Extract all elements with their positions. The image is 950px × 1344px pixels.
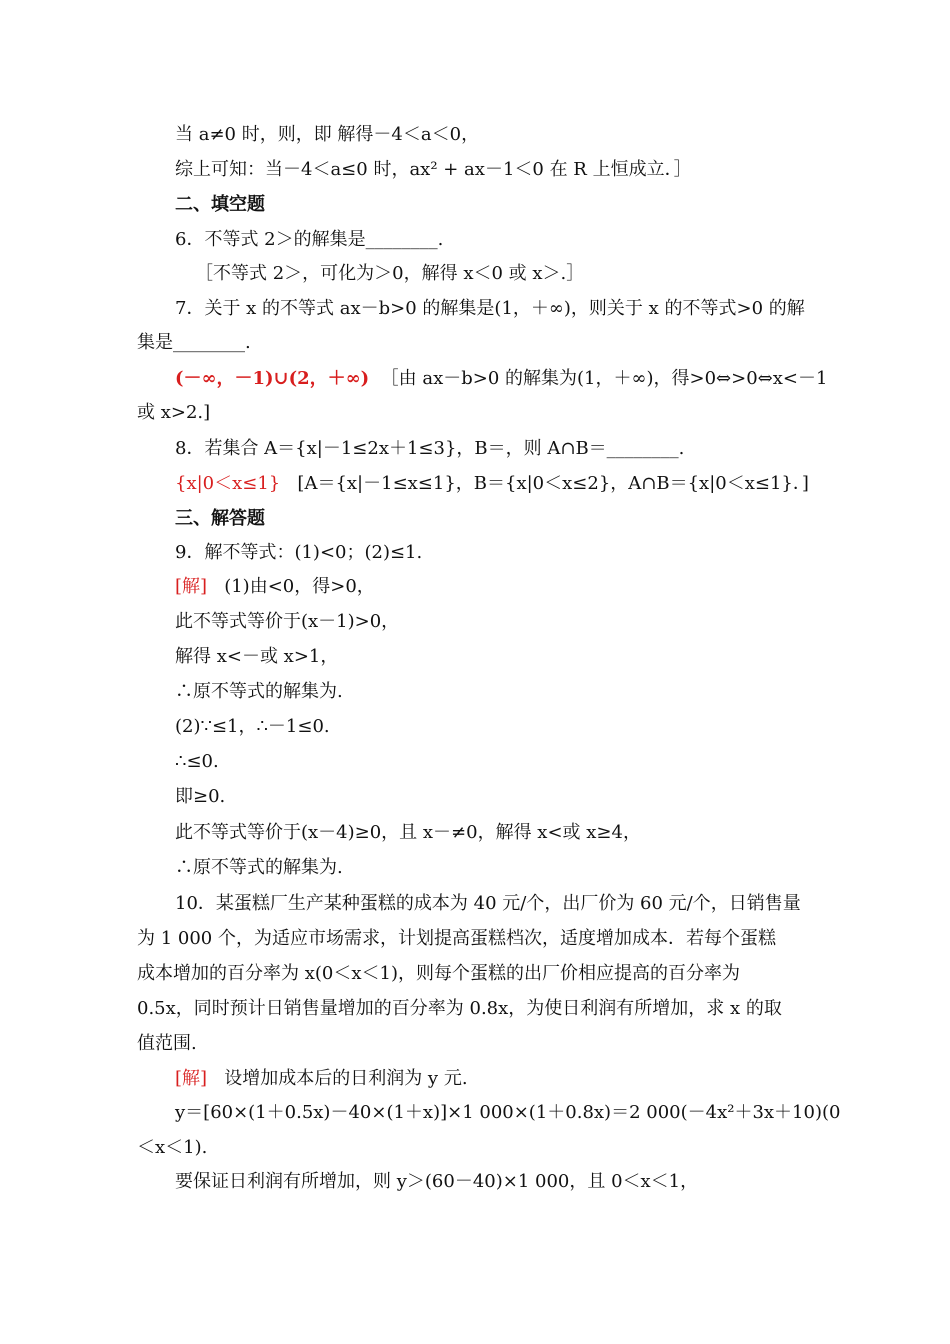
text-line: 三、解答题 [175, 508, 265, 529]
text-line: (2)∵≤1，∴－1≤0. [175, 716, 330, 737]
text-span: [A＝{x|－1≤x≤1}，B＝{x|0＜x≤2}，A∩B＝{x|0＜x≤1}．] [280, 473, 809, 494]
text-line: 0.5x，同时预计日销售量增加的百分率为 0.8x，为使日利润有所增加，求 x 的取 [137, 998, 782, 1019]
text-line [175, 367, 827, 391]
text-line [175, 1067, 468, 1091]
text-line: 即≥0. [175, 786, 226, 807]
text-line [175, 575, 375, 599]
text-span: (1)由<0，得>0， [207, 576, 375, 597]
text-line: ∴原不等式的解集为. [175, 857, 343, 878]
text-line: 为 1 000 个，为适应市场需求，计划提高蛋糕档次，适度增加成本．若每个蛋糕 [137, 928, 776, 949]
text-line: 解得 x<－或 x>1， [175, 646, 339, 667]
text-line: 成本增加的百分率为 x(0＜x＜1)，则每个蛋糕的出厂价相应提高的百分率为 [137, 963, 740, 984]
text-line: 二、填空题 [175, 194, 265, 215]
text-line: 或 x>2.] [137, 402, 211, 423]
text-line: 要保证日利润有所增加，则 y＞(60－40)×1 000，且 0＜x＜1， [175, 1171, 699, 1192]
text-line: ∴≤0. [175, 751, 219, 772]
text-line: 此不等式等价于(x－1)>0， [175, 611, 400, 632]
text-span: [解] [175, 1068, 208, 1089]
text-line [175, 472, 809, 496]
text-span: 设增加成本后的日利润为 y 元. [207, 1068, 468, 1089]
text-span: [解] [175, 576, 208, 597]
text-line: 集是________. [137, 332, 251, 353]
text-span: ［由 ax－b>0 的解集为(1，＋∞)，得>0⇔>0⇔x<－1 [369, 368, 828, 389]
text-line: ∴原不等式的解集为. [175, 681, 343, 702]
text-line: 当 a≠0 时，则，即 解得－4＜a＜0， [175, 124, 480, 145]
text-line: 9．解不等式：(1)<0；(2)≤1. [175, 542, 423, 563]
text-line: ［不等式 2＞，可化为＞0，解得 x＜0 或 x＞.］ [195, 263, 585, 284]
text-line: 值范围. [137, 1033, 197, 1054]
text-line: 综上可知：当－4＜a≤0 时，ax² + ax－1＜0 在 R 上恒成立．］ [175, 159, 692, 180]
text-line: 6．不等式 2＞的解集是________. [175, 229, 444, 250]
text-line: 7．关于 x 的不等式 ax－b>0 的解集是(1，＋∞)，则关于 x 的不等式>0 的解 [175, 298, 805, 319]
text-span: (－∞，－1)∪(2，＋∞) [175, 368, 370, 389]
text-line: ＜x＜1). [137, 1137, 208, 1158]
text-line: y＝[60×(1＋0.5x)－40×(1＋x)]×1 000×(1＋0.8x)＝2 000(－4x²＋3x＋10)(0 [175, 1102, 841, 1123]
text-line: 10．某蛋糕厂生产某种蛋糕的成本为 40 元/个，出厂价为 60 元/个，日销售量 [175, 893, 801, 914]
text-line: 8．若集合 A＝{x|－1≤2x＋1≤3}，B＝，则 A∩B＝________. [175, 438, 685, 459]
text-span: {x|0＜x≤1} [175, 473, 281, 494]
text-line: 此不等式等价于(x－4)≥0，且 x－≠0，解得 x<或 x≥4， [175, 822, 641, 843]
